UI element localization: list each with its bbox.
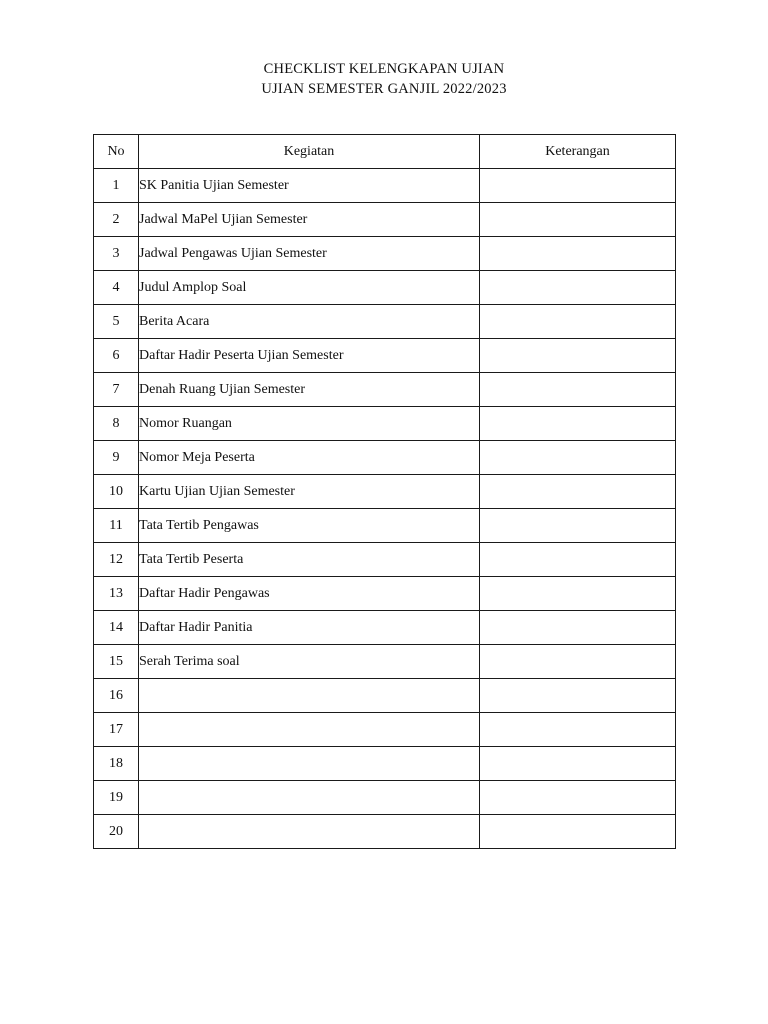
table-row [94, 543, 676, 577]
table-row [94, 713, 676, 747]
kegiatan-cell: SK Panitia Ujian Semester [139, 169, 480, 203]
table-row [94, 679, 676, 713]
keterangan-cell [480, 373, 676, 407]
keterangan-cell [480, 781, 676, 815]
column-header-kegiatan: Kegiatan [139, 135, 480, 169]
keterangan-cell [480, 271, 676, 305]
table-row [94, 339, 676, 373]
column-header-no: No [94, 135, 139, 169]
table-row [94, 203, 676, 237]
table-row [94, 577, 676, 611]
keterangan-cell [480, 815, 676, 849]
keterangan-cell [480, 305, 676, 339]
kegiatan-cell: Daftar Hadir Panitia [139, 611, 480, 645]
row-number-cell: 2 [94, 203, 139, 237]
page-title: CHECKLIST KELENGKAPAN UJIAN [263, 61, 505, 77]
kegiatan-cell: Tata Tertib Peserta [139, 543, 480, 577]
keterangan-cell [480, 237, 676, 271]
row-number-cell: 6 [94, 339, 139, 373]
kegiatan-cell [139, 815, 480, 849]
keterangan-cell [480, 441, 676, 475]
table-row [94, 611, 676, 645]
kegiatan-cell: Judul Amplop Soal [139, 271, 480, 305]
row-number-cell: 1 [94, 169, 139, 203]
table-row [94, 441, 676, 475]
row-number-cell: 17 [94, 713, 139, 747]
keterangan-cell [480, 611, 676, 645]
keterangan-cell [480, 509, 676, 543]
table-row [94, 169, 676, 203]
table-row [94, 407, 676, 441]
keterangan-cell [480, 475, 676, 509]
keterangan-cell [480, 169, 676, 203]
row-number-cell: 8 [94, 407, 139, 441]
table-row [94, 645, 676, 679]
row-number-cell: 16 [94, 679, 139, 713]
row-number-cell: 18 [94, 747, 139, 781]
kegiatan-cell: Daftar Hadir Pengawas [139, 577, 480, 611]
row-number-cell: 12 [94, 543, 139, 577]
table-row [94, 747, 676, 781]
row-number-cell: 11 [94, 509, 139, 543]
table-row [94, 781, 676, 815]
keterangan-cell [480, 713, 676, 747]
kegiatan-cell [139, 781, 480, 815]
row-number-cell: 19 [94, 781, 139, 815]
kegiatan-cell: Kartu Ujian Ujian Semester [139, 475, 480, 509]
table-row [94, 815, 676, 849]
keterangan-cell [480, 543, 676, 577]
row-number-cell: 7 [94, 373, 139, 407]
table-row [94, 305, 676, 339]
row-number-cell: 9 [94, 441, 139, 475]
row-number-cell: 4 [94, 271, 139, 305]
keterangan-cell [480, 407, 676, 441]
kegiatan-cell: Daftar Hadir Peserta Ujian Semester [139, 339, 480, 373]
row-number-cell: 15 [94, 645, 139, 679]
page-subtitle: UJIAN SEMESTER GANJIL 2022/2023 [261, 81, 507, 97]
row-number-cell: 3 [94, 237, 139, 271]
keterangan-cell [480, 339, 676, 373]
table-row [94, 509, 676, 543]
row-number-cell: 13 [94, 577, 139, 611]
row-number-cell: 20 [94, 815, 139, 849]
kegiatan-cell: Denah Ruang Ujian Semester [139, 373, 480, 407]
kegiatan-cell: Jadwal Pengawas Ujian Semester [139, 237, 480, 271]
keterangan-cell [480, 577, 676, 611]
table-row [94, 271, 676, 305]
kegiatan-cell: Jadwal MaPel Ujian Semester [139, 203, 480, 237]
keterangan-cell [480, 645, 676, 679]
table-header-row [94, 135, 676, 169]
keterangan-cell [480, 203, 676, 237]
table-row [94, 237, 676, 271]
checklist-table [93, 134, 676, 849]
keterangan-cell [480, 679, 676, 713]
kegiatan-cell [139, 713, 480, 747]
row-number-cell: 5 [94, 305, 139, 339]
kegiatan-cell: Berita Acara [139, 305, 480, 339]
column-header-keterangan: Keterangan [480, 135, 676, 169]
kegiatan-cell [139, 679, 480, 713]
kegiatan-cell [139, 747, 480, 781]
kegiatan-cell: Tata Tertib Pengawas [139, 509, 480, 543]
kegiatan-cell: Nomor Meja Peserta [139, 441, 480, 475]
table-row [94, 475, 676, 509]
row-number-cell: 14 [94, 611, 139, 645]
keterangan-cell [480, 747, 676, 781]
row-number-cell: 10 [94, 475, 139, 509]
kegiatan-cell: Nomor Ruangan [139, 407, 480, 441]
kegiatan-cell: Serah Terima soal [139, 645, 480, 679]
table-row [94, 373, 676, 407]
